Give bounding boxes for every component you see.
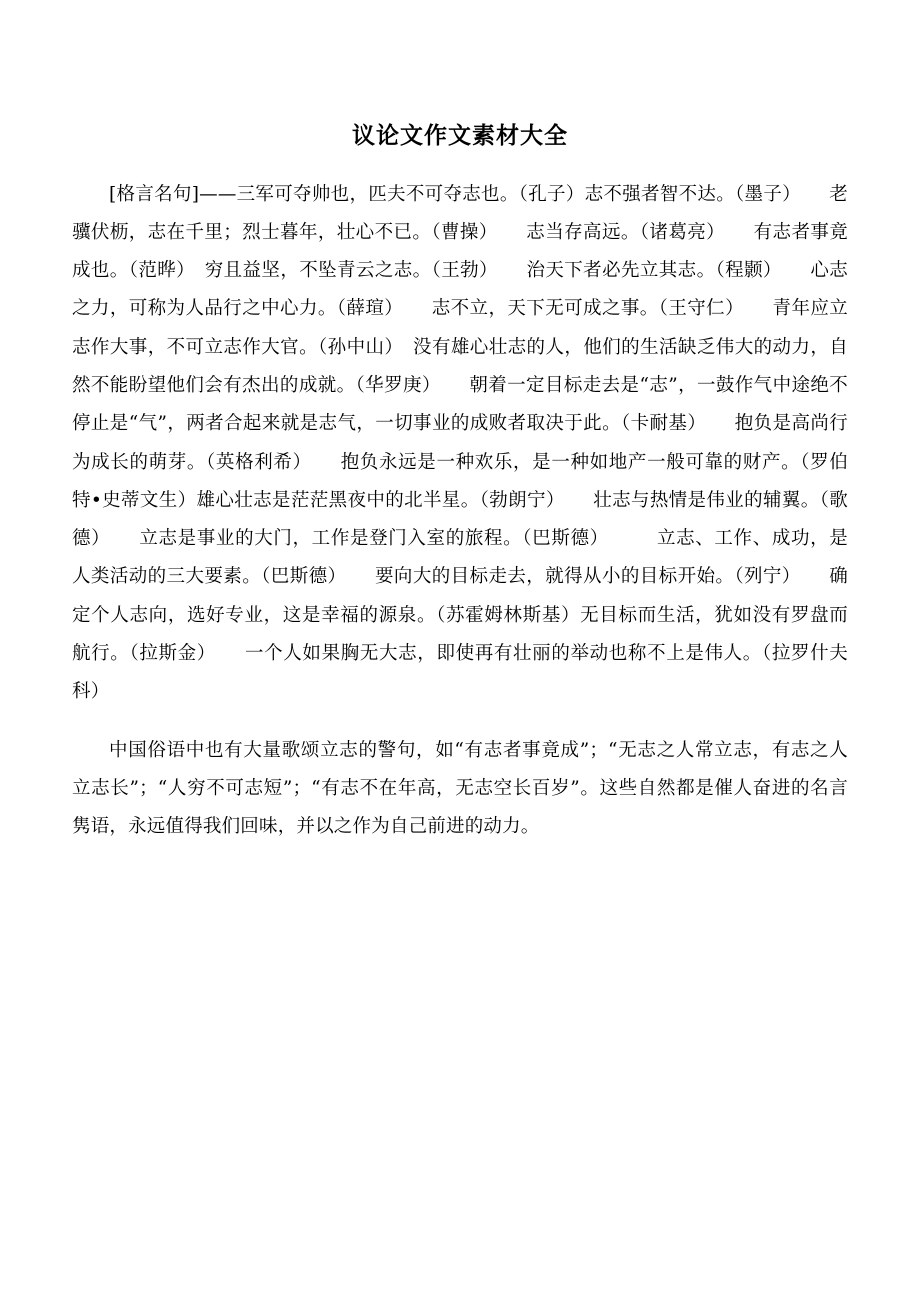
document-content bbox=[72, 0, 848, 846]
paragraph-proverbs: 中国俗语中也有大量歌颂立志的警句，如“有志者事竟成”；“无志之人常立志，有志之人立志长”；“人穷不可志短”；“有志不在年高，无志空长百岁”。这些自然都是催人奋进的名言隽语，永远值得我们回味，并以之作为自己前进的动力。 bbox=[72, 739, 848, 838]
paragraph-maxims: [格言名句]——三军可夺帅也，匹夫不可夺志也。（孔子）志不强者智不达。（墨子） 老骥伏枥，志在千里；烈士暮年，壮心不已。（曹操） 志当存高远。（诸葛亮） 有志者事竟成也。（范晔） 穷且益坚，不坠青云之志。（王勃） 治天下者必先立其志。（程颢） 心志之力，可称为人品行之中心力。（薛瑄） 志不立，天下无可成之事。（王守仁） 青年应立志作大事，不可立志作大官。（孙中山） 没有雄心壮志的人，他们的生活缺乏伟大的动力，自然不能盼望他们会有杰出的成就。（华罗庚） 朝着一定目标走去是“志”，一鼓作气中途绝不停止是“气”，两者合起来就是志气，一切事业的成败者取决于此。（卡耐基） 抱负是高尚行为成长的萌芽。（英格利希） 抱负永远是一种欢乐，是一种如地产一般可靠的财产。（罗伯特•史蒂文生）雄心壮志是茫茫黑夜中的北半星。（勃朗宁） 壮志与热情是伟业的辅翼。（歌德） 立志是事业的大门，工作是登门入室的旅程。（巴斯德） 立志、工作、成功，是人类活动的三大要素。（巴斯德） 要向大的目标走去，就得从小的目标开始。（列宁） 确定个人志向，选好专业，这是幸福的源泉。（苏霍姆林斯基）无目标而生活，犹如没有罗盘而航行。（拉斯金） 一个人如果胸无大志，即使再有壮丽的举动也称不上是伟人。（拉罗什夫科） bbox=[72, 183, 848, 703]
page-title: 议论文作文素材大全 bbox=[352, 122, 568, 149]
